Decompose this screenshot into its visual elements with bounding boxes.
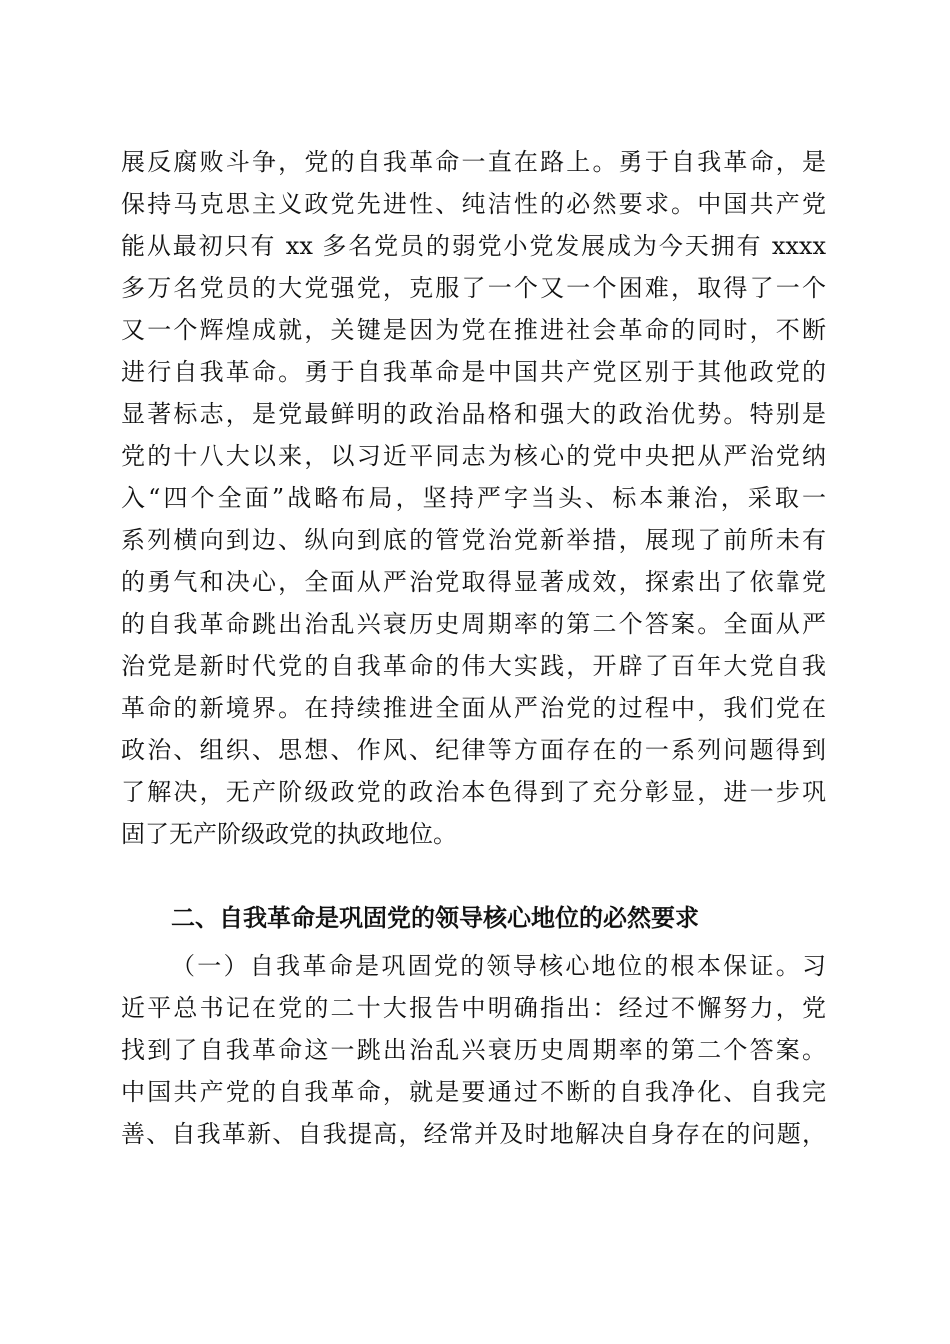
paragraph-line: 固了无产阶级政党的执政地位。 (121, 820, 457, 848)
paragraph-line: 的勇气和决心，全面从严治党取得显著成效，探索出了依靠党 (121, 568, 826, 596)
paragraph-line: 中国共产党的自我革命，就是要通过不断的自我净化、自我完 (121, 1078, 826, 1106)
paragraph-line: 多万名党员的大党强党，克服了一个又一个困难，取得了一个 (121, 274, 826, 302)
paragraph-line: 了解决，无产阶级政党的政治本色得到了充分彰显，进一步巩 (121, 778, 826, 806)
paragraph-line: 党的十八大以来，以习近平同志为核心的党中央把从严治党纳 (121, 442, 826, 470)
paragraph-line: 能从最初只有 xx 多名党员的弱党小党发展成为今天拥有 xxxx (121, 232, 826, 260)
section-heading: 二、自我革命是巩固党的领导核心地位的必然要求 (171, 904, 699, 932)
paragraph-line: （一）自我革命是巩固党的领导核心地位的根本保证。习 (171, 952, 826, 980)
paragraph-line: 进行自我革命。勇于自我革命是中国共产党区别于其他政党的 (121, 358, 826, 386)
paragraph-line: 展反腐败斗争，党的自我革命一直在路上。勇于自我革命，是 (121, 148, 826, 176)
body-paragraph-1 (121, 141, 826, 855)
paragraph-line: 保持马克思主义政党先进性、纯洁性的必然要求。中国共产党 (121, 190, 826, 218)
body-paragraph-2 (121, 945, 826, 1155)
paragraph-line: 革命的新境界。在持续推进全面从严治党的过程中，我们党在 (121, 694, 826, 722)
paragraph-line: 又一个辉煌成就，关键是因为党在推进社会革命的同时，不断 (121, 316, 826, 344)
paragraph-line: 政治、组织、思想、作风、纪律等方面存在的一系列问题得到 (121, 736, 826, 764)
paragraph-line: 系列横向到边、纵向到底的管党治党新举措，展现了前所未有 (121, 526, 826, 554)
paragraph-line: 显著标志，是党最鲜明的政治品格和强大的政治优势。特别是 (121, 400, 826, 428)
paragraph-line: 善、自我革新、自我提高，经常并及时地解决自身存在的问题， (121, 1120, 826, 1148)
paragraph-line: 的自我革命跳出治乱兴衰历史周期率的第二个答案。全面从严 (121, 610, 826, 638)
paragraph-line: 入“四个全面”战略布局，坚持严字当头、标本兼治，采取一 (121, 484, 826, 512)
paragraph-line: 治党是新时代党的自我革命的伟大实践，开辟了百年大党自我 (121, 652, 826, 680)
paragraph-line: 找到了自我革命这一跳出治乱兴衰历史周期率的第二个答案。 (121, 1036, 826, 1064)
paragraph-line: 近平总书记在党的二十大报告中明确指出：经过不懈努力，党 (121, 994, 826, 1022)
